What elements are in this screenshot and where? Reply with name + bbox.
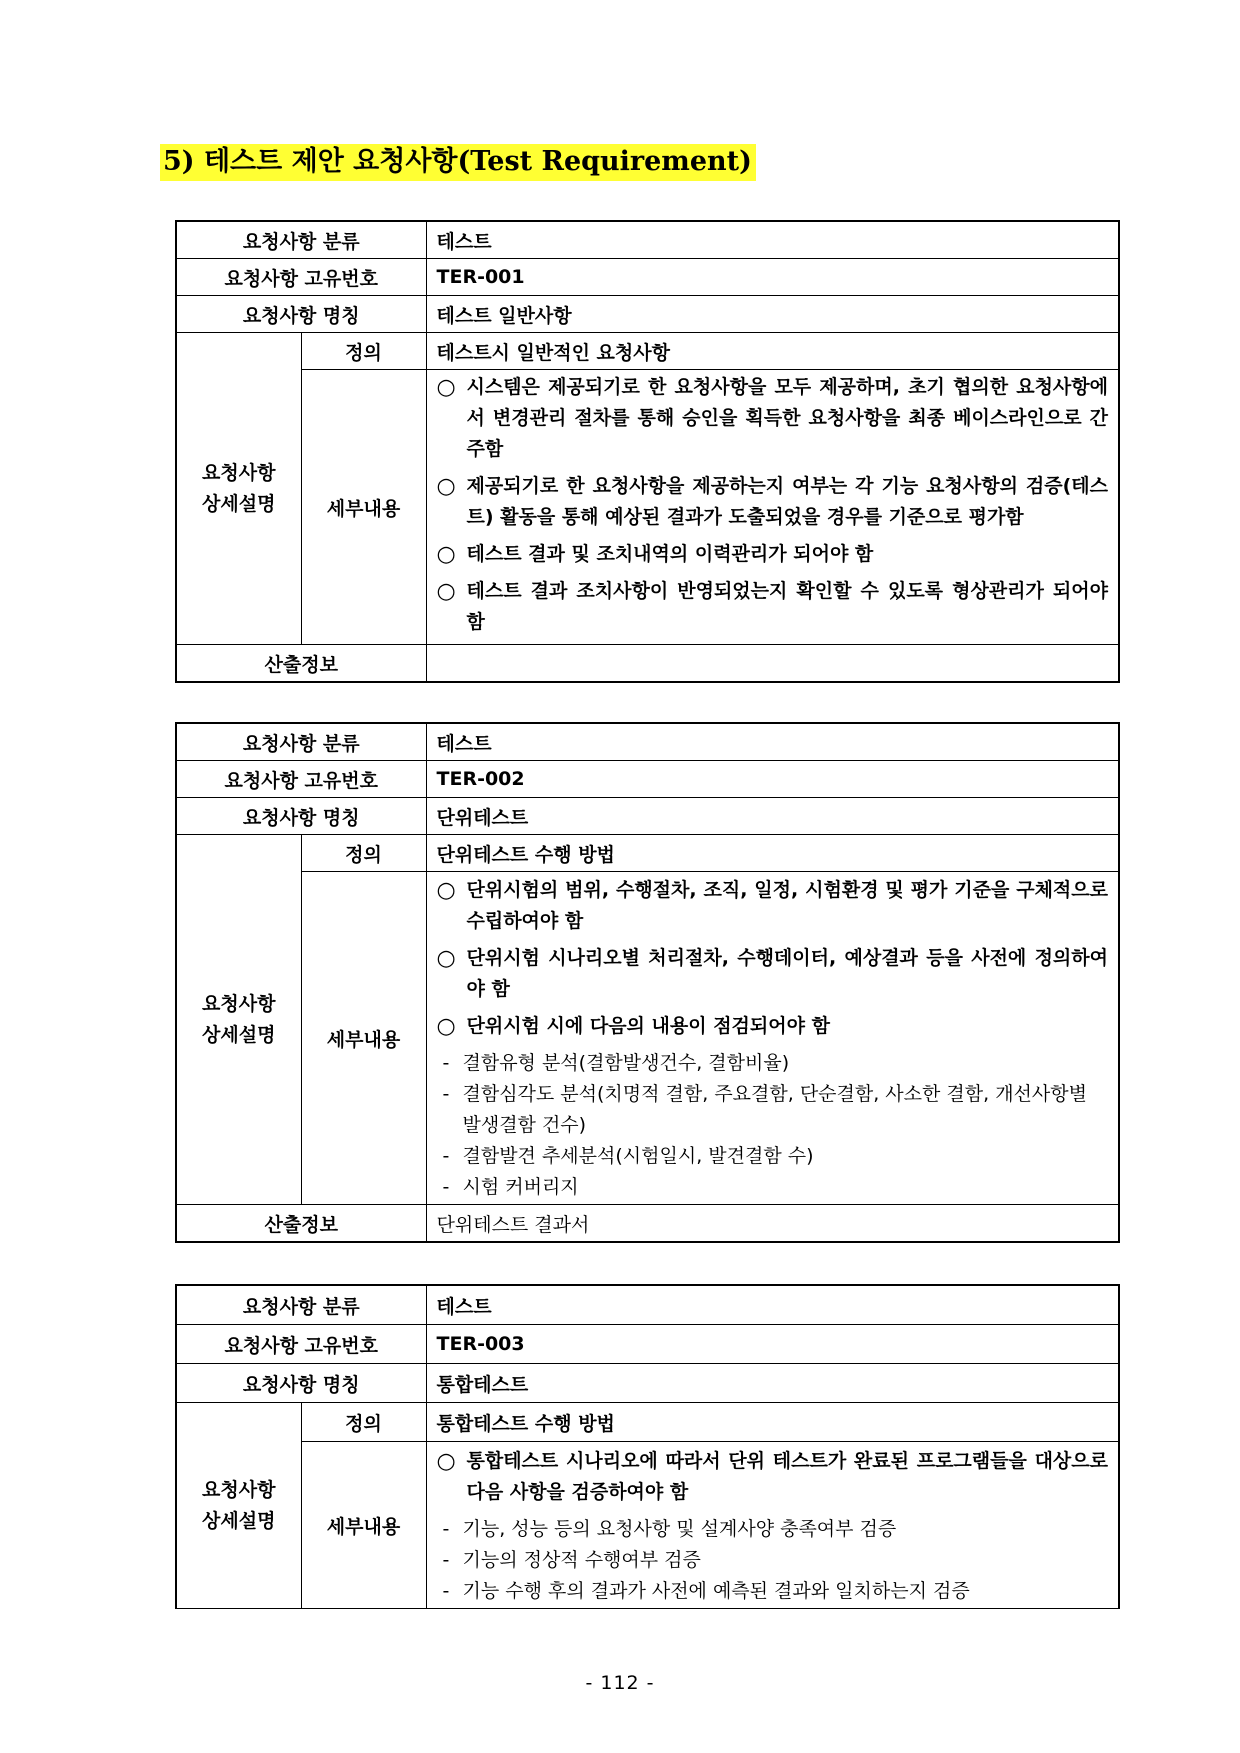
detail-dash-item: - 결함유형 분석(결함발생건수, 결함비율) (442, 1052, 790, 1074)
id-label: 요청사항 고유번호 (176, 1325, 426, 1364)
details-content (426, 872, 1119, 1205)
detail-dash-item: - 시험 커버리지 (442, 1176, 579, 1198)
output-label: 산출정보 (176, 1205, 426, 1243)
category-value: 테스트 (426, 1285, 1119, 1325)
category-label: 요청사항 분류 (176, 1285, 426, 1325)
detail-bullet: ○ 단위시험 시에 다음의 내용이 점검되어야 함 (436, 1014, 830, 1039)
detail-bullet: ○ 단위시험의 범위, 수행절차, 조직, 일정, 시험환경 및 평가 기준을 구체적으로 수립하여야 함 (436, 878, 1108, 932)
detail-bullet: ○ 테스트 결과 및 조치내역의 이력관리가 되어야 함 (436, 542, 874, 567)
detail-bullet: ○ 시스템은 제공되기로 한 요청사항을 모두 제공하며, 초기 협의한 요청사항에서 변경관리 절차를 통해 승인을 획득한 요청사항을 최종 베이스라인으로 간주함 (436, 375, 1108, 460)
definition-label: 정의 (301, 1403, 426, 1442)
definition-label: 정의 (301, 333, 426, 370)
detail-bullet: ○ 통합테스트 시나리오에 따라서 단위 테스트가 완료된 프로그램들을 대상으로 다음 사항을 검증하여야 함 (436, 1448, 1108, 1503)
detail-group-label: 요청사항 상세설명 (176, 1403, 301, 1609)
definition-value: 단위테스트 수행 방법 (426, 835, 1119, 872)
id-label: 요청사항 고유번호 (176, 259, 426, 296)
definition-value: 테스트시 일반적인 요청사항 (426, 333, 1119, 370)
requirement-table-ter-002 (175, 722, 1120, 1243)
name-label: 요청사항 명칭 (176, 798, 426, 835)
details-label: 세부내용 (301, 370, 426, 645)
id-value: TER-001 (426, 259, 1119, 296)
details-content (426, 370, 1119, 645)
detail-group-label: 요청사항 상세설명 (176, 835, 301, 1205)
name-value: 테스트 일반사항 (426, 296, 1119, 333)
detail-dash-item: - 결함발견 추세분석(시험일시, 발견결함 수) (442, 1145, 814, 1167)
output-value (426, 645, 1119, 683)
detail-bullet: ○ 제공되기로 한 요청사항을 제공하는지 여부는 각 기능 요청사항의 검증(테스트) 활동을 통해 예상된 결과가 도출되었을 경우를 기준으로 평가함 (436, 474, 1108, 528)
detail-bullet: ○ 단위시험 시나리오별 처리절차, 수행데이터, 예상결과 등을 사전에 정의하여야 함 (436, 946, 1108, 1000)
detail-dash-item: - 기능 수행 후의 결과가 사전에 예측된 결과와 일치하는지 검증 (442, 1579, 970, 1602)
page-number: - 112 - (585, 1672, 655, 1694)
section-title: 5) 테스트 제안 요청사항(Test Requirement) (160, 144, 756, 181)
name-value: 단위테스트 (426, 798, 1119, 835)
definition-label: 정의 (301, 835, 426, 872)
details-label: 세부내용 (301, 872, 426, 1205)
name-label: 요청사항 명칭 (176, 1364, 426, 1403)
category-label: 요청사항 분류 (176, 723, 426, 761)
requirement-table-ter-003 (175, 1284, 1120, 1609)
id-label: 요청사항 고유번호 (176, 761, 426, 798)
detail-bullet: ○ 테스트 결과 조치사항이 반영되었는지 확인할 수 있도록 형상관리가 되어야 함 (436, 579, 1108, 633)
category-value: 테스트 (426, 723, 1119, 761)
definition-value: 통합테스트 수행 방법 (426, 1403, 1119, 1442)
detail-group-label: 요청사항 상세설명 (176, 333, 301, 645)
category-value: 테스트 (426, 221, 1119, 259)
output-label: 산출정보 (176, 645, 426, 683)
category-label: 요청사항 분류 (176, 221, 426, 259)
id-value: TER-002 (426, 761, 1119, 798)
detail-dash-item: - 기능의 정상적 수행여부 검증 (442, 1548, 701, 1571)
details-label: 세부내용 (301, 1442, 426, 1609)
requirement-table-ter-001 (175, 220, 1120, 683)
id-value: TER-003 (426, 1325, 1119, 1364)
details-content (426, 1442, 1119, 1609)
output-value: 단위테스트 결과서 (426, 1205, 1119, 1243)
detail-dash-item: - 결함심각도 분석(치명적 결함, 주요결함, 단순결함, 사소한 결함, 개선사항별 발생결함 건수) (442, 1083, 1087, 1136)
detail-dash-item: - 기능, 성능 등의 요청사항 및 설계사양 충족여부 검증 (442, 1517, 897, 1540)
name-label: 요청사항 명칭 (176, 296, 426, 333)
name-value: 통합테스트 (426, 1364, 1119, 1403)
